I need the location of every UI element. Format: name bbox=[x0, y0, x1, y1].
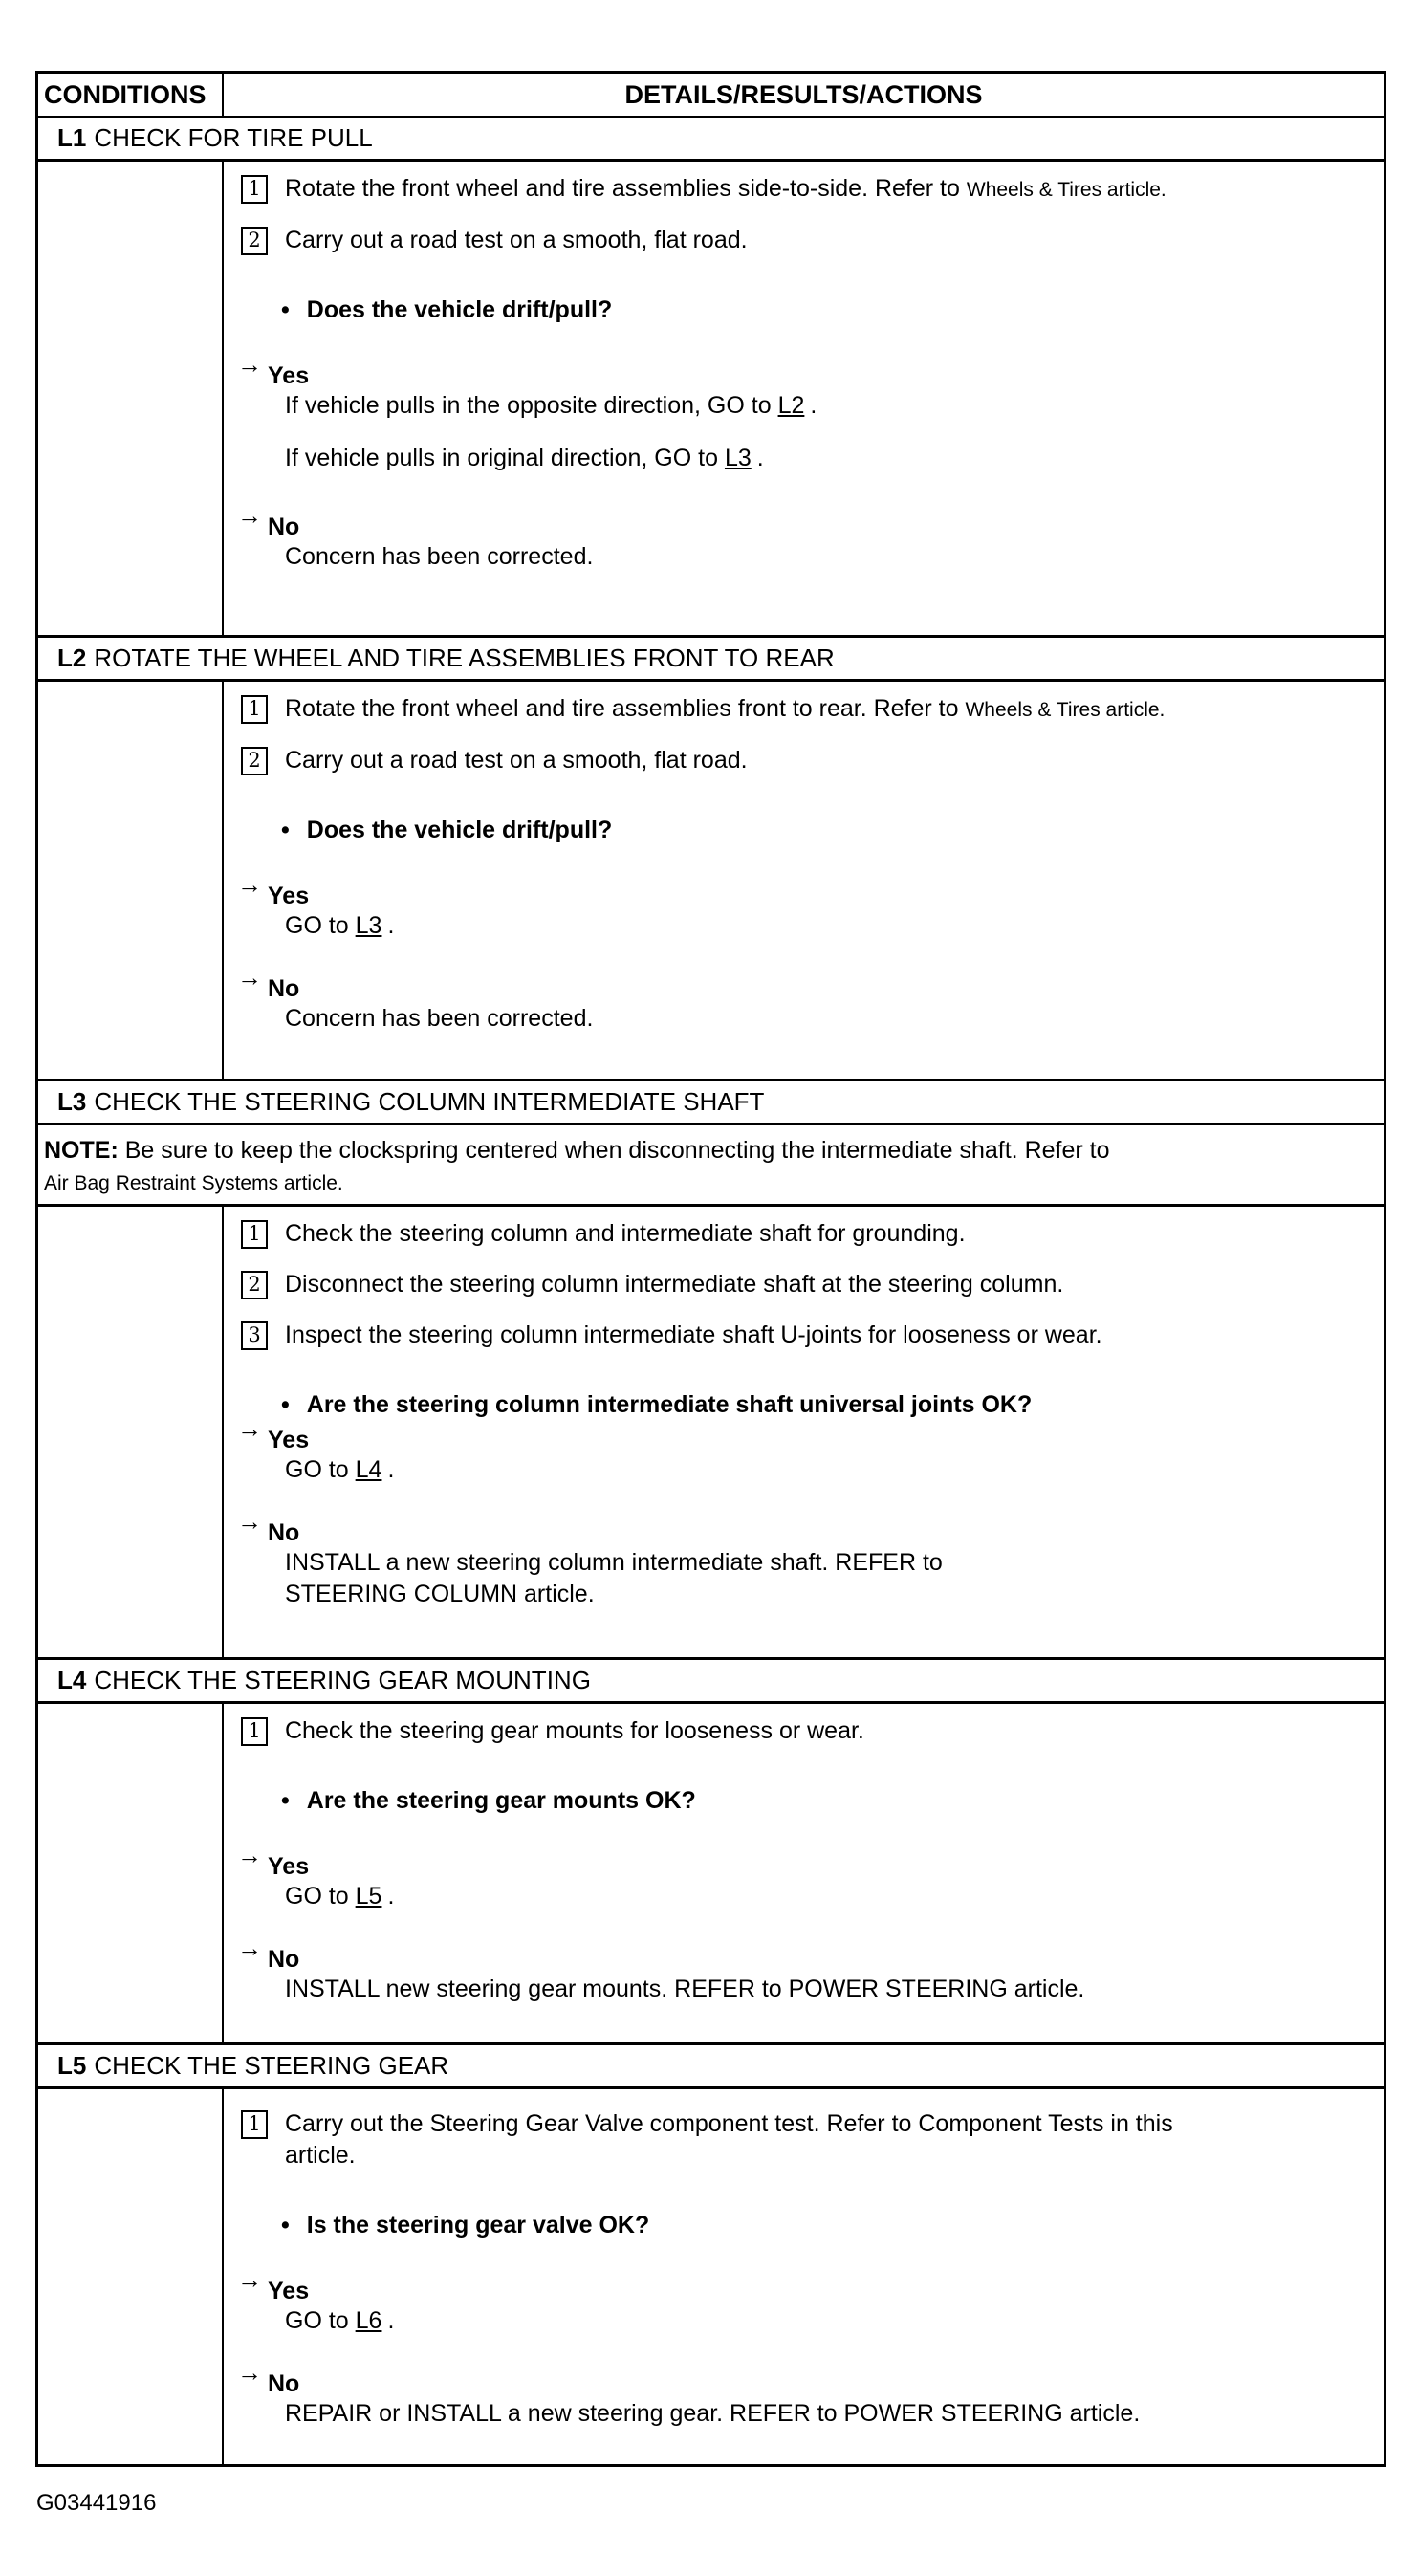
arrow-right-icon: → bbox=[237, 501, 262, 530]
question bbox=[237, 2210, 1364, 2240]
step-1 bbox=[237, 1218, 1364, 1250]
details-cell bbox=[224, 682, 1384, 1079]
yes-result: → Yes GO to L4 . bbox=[237, 1414, 395, 1483]
bullet-icon: • bbox=[281, 1787, 290, 1814]
section-id: L3 bbox=[57, 1087, 87, 1116]
step-number-box: 1 bbox=[241, 695, 268, 724]
no-label: No bbox=[268, 1946, 300, 1973]
section-id: L4 bbox=[57, 1666, 87, 1694]
section-title-l1 bbox=[38, 118, 1384, 162]
section-title-l2 bbox=[38, 638, 1384, 682]
goto-link-l4[interactable]: L4 bbox=[355, 1456, 382, 1483]
yes-text: If vehicle pulls in the opposite direction, GO to bbox=[285, 392, 772, 419]
step-reference: Wheels & Tires article. bbox=[966, 179, 1166, 201]
no-result bbox=[237, 1933, 1364, 2005]
question bbox=[237, 295, 1364, 325]
yes-result: → Yes GO to L5 . bbox=[237, 1841, 395, 1910]
step-3 bbox=[237, 1320, 1364, 1351]
no-label: No bbox=[268, 513, 300, 540]
arrow-right-icon: → bbox=[237, 1933, 262, 1962]
step-number-box: 1 bbox=[241, 1717, 268, 1746]
arrow-right-icon: → bbox=[237, 2265, 262, 2294]
bullet-icon: • bbox=[281, 1391, 290, 1418]
step-number-box: 3 bbox=[241, 1321, 268, 1350]
goto-link-l3[interactable]: L3 bbox=[355, 912, 382, 939]
yes-result: → Yes GO to L3 . bbox=[237, 870, 395, 939]
step-1 bbox=[237, 1715, 1364, 1747]
step-number-box: 1 bbox=[241, 2110, 268, 2139]
arrow-right-icon: → bbox=[237, 1414, 262, 1443]
section-title-text: CHECK FOR TIRE PULL bbox=[94, 123, 373, 152]
question bbox=[237, 1785, 1364, 1816]
yes-label: Yes bbox=[268, 2278, 310, 2304]
yes-text: GO to bbox=[285, 2307, 349, 2334]
yes-label: Yes bbox=[268, 883, 310, 909]
arrow-right-icon: → bbox=[237, 1507, 262, 1536]
no-result bbox=[237, 963, 1364, 1035]
section-body-l1 bbox=[38, 162, 1384, 638]
step-text: Rotate the front wheel and tire assemblies side-to-side. Refer to bbox=[285, 175, 960, 202]
section-body-l4 bbox=[38, 1704, 1384, 2045]
no-text: REPAIR or INSTALL a new steering gear. REFER to POWER STEERING article. bbox=[285, 2400, 1141, 2427]
section-title-text: CHECK THE STEERING GEAR MOUNTING bbox=[94, 1666, 591, 1694]
conditions-cell bbox=[38, 1704, 224, 2042]
section-id: L5 bbox=[57, 2051, 87, 2080]
yes-label: Yes bbox=[268, 1427, 310, 1453]
section-title-l5 bbox=[38, 2045, 1384, 2089]
step-number-box: 1 bbox=[241, 175, 268, 204]
arrow-right-icon: → bbox=[237, 2358, 262, 2387]
diagnostic-table bbox=[35, 71, 1386, 2467]
details-cell bbox=[224, 1704, 1384, 2042]
conditions-cell bbox=[38, 2089, 224, 2464]
step-text: article. bbox=[285, 2142, 356, 2169]
figure-code: G03441916 bbox=[36, 2490, 157, 2516]
details-cell bbox=[224, 2089, 1384, 2464]
arrow-right-icon: → bbox=[237, 350, 262, 379]
question-text: Are the steering column intermediate shaft universal joints OK? bbox=[306, 1391, 1033, 1418]
step-number-box: 2 bbox=[241, 747, 268, 775]
no-label: No bbox=[268, 1519, 300, 1546]
no-label: No bbox=[268, 2370, 300, 2397]
question-text: Does the vehicle drift/pull? bbox=[306, 817, 613, 843]
arrow-right-icon: → bbox=[237, 1841, 262, 1869]
step-text: Carry out a road test on a smooth, flat road. bbox=[285, 747, 748, 774]
section-body-l5 bbox=[38, 2089, 1384, 2464]
bullet-icon: • bbox=[281, 817, 290, 843]
question-text: Is the steering gear valve OK? bbox=[306, 2212, 650, 2238]
step-number-box: 2 bbox=[241, 1271, 268, 1299]
yes-result: → Yes If vehicle pulls in the opposite direction, GO to L2 . If vehicle pulls in original direction, GO to L3 . bbox=[237, 350, 818, 471]
details-header: DETAILS/RESULTS/ACTIONS bbox=[624, 79, 983, 109]
yes-text: If vehicle pulls in original direction, GO to bbox=[285, 445, 718, 471]
details-cell bbox=[224, 1207, 1384, 1657]
yes-text: GO to bbox=[285, 1883, 349, 1910]
yes-label: Yes bbox=[268, 1853, 310, 1880]
step-text: Check the steering column and intermediate shaft for grounding. bbox=[285, 1220, 966, 1247]
no-text: Concern has been corrected. bbox=[285, 1005, 594, 1032]
yes-label: Yes bbox=[268, 362, 310, 389]
goto-link-l2[interactable]: L2 bbox=[777, 392, 805, 419]
no-text: STEERING COLUMN article. bbox=[285, 1581, 595, 1607]
note-reference: Air Bag Restraint Systems article. bbox=[44, 1172, 343, 1194]
conditions-header: CONDITIONS bbox=[38, 74, 224, 116]
no-result bbox=[237, 1507, 1364, 1610]
section-title-l4 bbox=[38, 1660, 1384, 1704]
details-cell bbox=[224, 162, 1384, 635]
section-id: L1 bbox=[57, 123, 87, 152]
question bbox=[237, 1389, 1364, 1420]
step-number-box: 2 bbox=[241, 227, 268, 255]
table-header bbox=[38, 74, 1384, 118]
no-text: INSTALL new steering gear mounts. REFER to POWER STEERING article. bbox=[285, 1976, 1085, 2002]
yes-result: → Yes GO to L6 . bbox=[237, 2265, 395, 2334]
step-text: Inspect the steering column intermediate shaft U-joints for looseness or wear. bbox=[285, 1321, 1102, 1348]
question-text: Does the vehicle drift/pull? bbox=[306, 296, 613, 323]
bullet-icon: • bbox=[281, 2212, 290, 2238]
goto-link-l5[interactable]: L5 bbox=[355, 1883, 382, 1910]
step-1 bbox=[237, 173, 1364, 206]
yes-text: GO to bbox=[285, 1456, 349, 1483]
note-row bbox=[38, 1125, 1384, 1207]
yes-text: GO to bbox=[285, 912, 349, 939]
section-title-l3 bbox=[38, 1081, 1384, 1125]
step-text: Disconnect the steering column intermediate shaft at the steering column. bbox=[285, 1271, 1064, 1298]
bullet-icon: • bbox=[281, 296, 290, 323]
note-label: NOTE: bbox=[44, 1137, 119, 1164]
section-body-l2 bbox=[38, 682, 1384, 1081]
section-title-text: ROTATE THE WHEEL AND TIRE ASSEMBLIES FRONT TO REAR bbox=[94, 644, 835, 672]
step-1 bbox=[237, 2108, 1364, 2172]
question-text: Are the steering gear mounts OK? bbox=[306, 1787, 696, 1814]
conditions-cell bbox=[38, 1207, 224, 1657]
arrow-right-icon: → bbox=[237, 963, 262, 992]
conditions-cell bbox=[38, 682, 224, 1079]
goto-link-l3[interactable]: L3 bbox=[724, 445, 752, 471]
section-title-text: CHECK THE STEERING COLUMN INTERMEDIATE SHAFT bbox=[94, 1087, 765, 1116]
question bbox=[237, 815, 1364, 845]
no-text: Concern has been corrected. bbox=[285, 543, 594, 570]
no-text: INSTALL a new steering column intermediate shaft. REFER to bbox=[285, 1549, 943, 1576]
no-result bbox=[237, 501, 1364, 573]
step-text: Carry out a road test on a smooth, flat road. bbox=[285, 227, 748, 253]
section-id: L2 bbox=[57, 644, 87, 672]
section-title-text: CHECK THE STEERING GEAR bbox=[94, 2051, 449, 2080]
step-text: Check the steering gear mounts for looseness or wear. bbox=[285, 1717, 864, 1744]
note-text: Be sure to keep the clockspring centered when disconnecting the intermediate shaft. Refer to bbox=[124, 1137, 1110, 1164]
conditions-cell bbox=[38, 162, 224, 635]
step-1 bbox=[237, 693, 1364, 726]
no-result bbox=[237, 2358, 1364, 2430]
step-text: Rotate the front wheel and tire assemblies front to rear. Refer to bbox=[285, 695, 959, 722]
section-body-l3 bbox=[38, 1207, 1384, 1660]
no-label: No bbox=[268, 975, 300, 1002]
step-reference: Wheels & Tires article. bbox=[965, 699, 1166, 721]
step-2 bbox=[237, 1269, 1364, 1300]
step-2 bbox=[237, 745, 1364, 776]
goto-link-l6[interactable]: L6 bbox=[355, 2307, 382, 2334]
step-text: Carry out the Steering Gear Valve component test. Refer to Component Tests in this bbox=[285, 2110, 1173, 2137]
step-2 bbox=[237, 225, 1364, 256]
arrow-right-icon: → bbox=[237, 870, 262, 899]
step-number-box: 1 bbox=[241, 1220, 268, 1249]
